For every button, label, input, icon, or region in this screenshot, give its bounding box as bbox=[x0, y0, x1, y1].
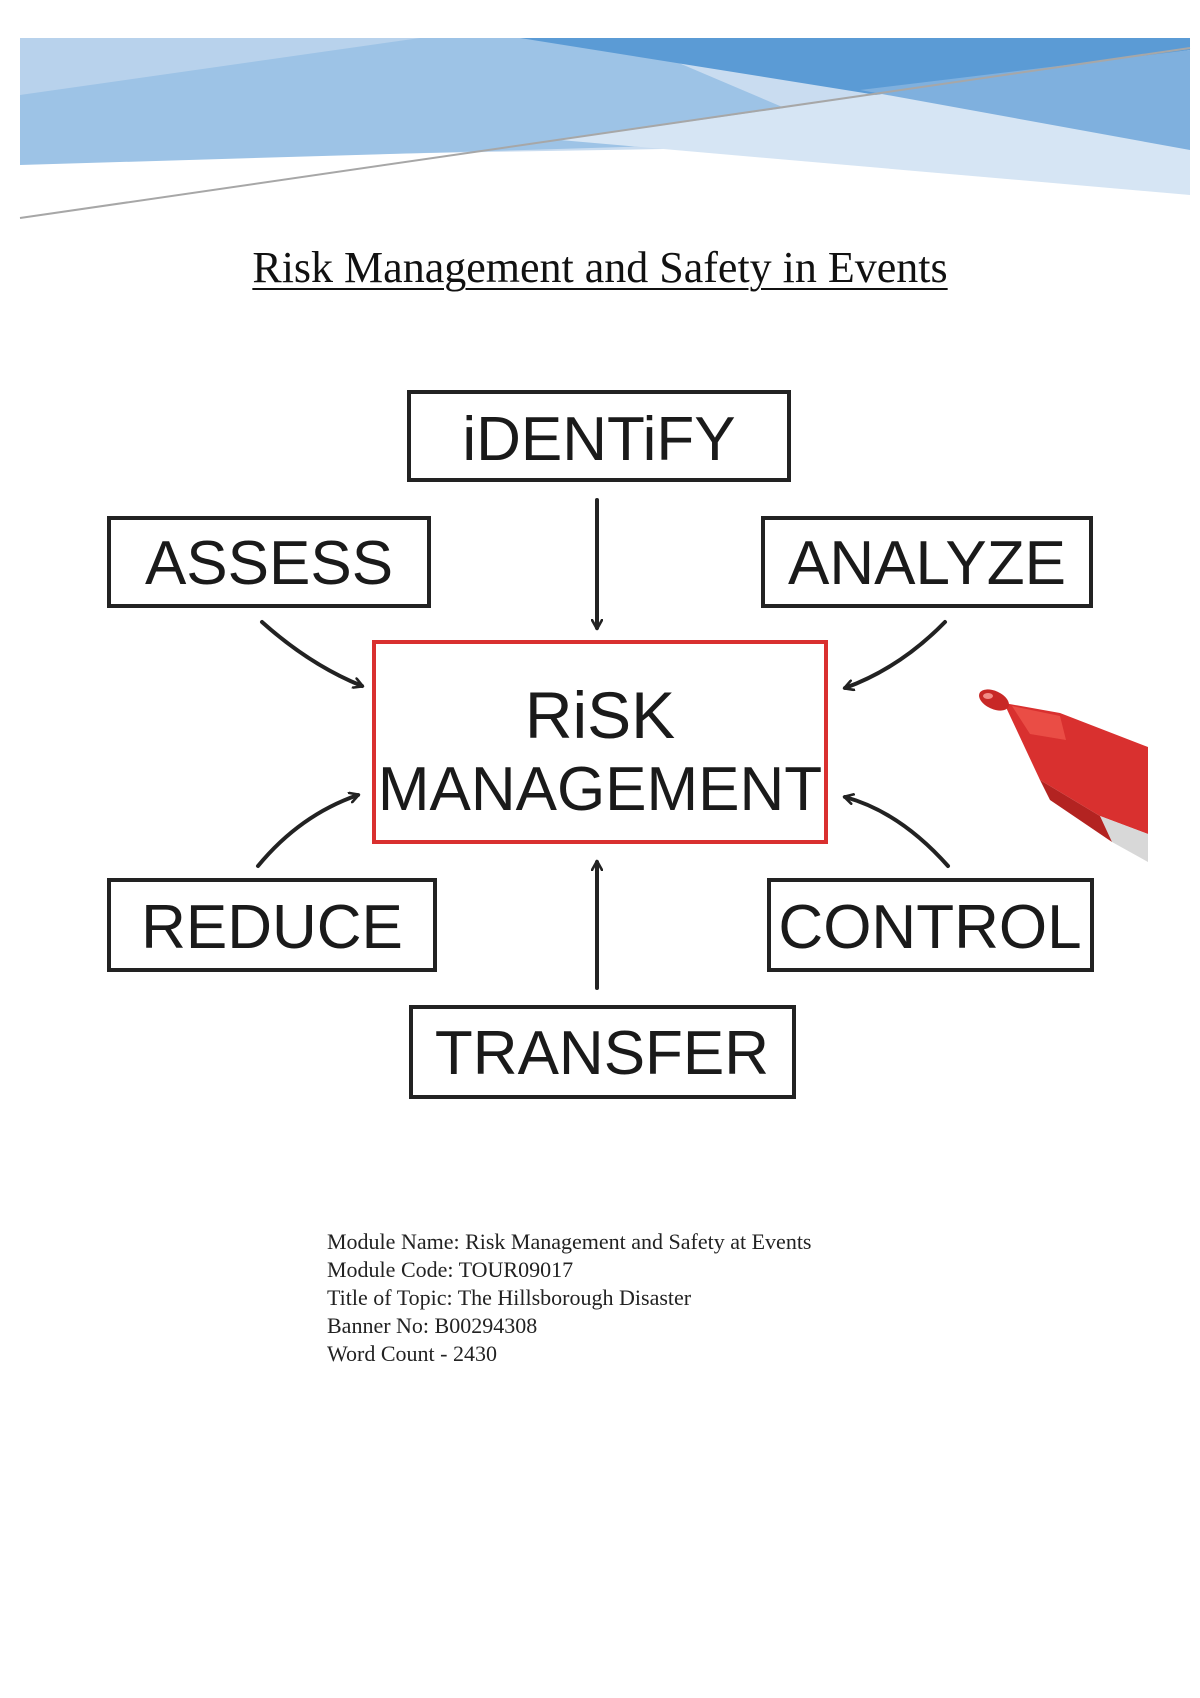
arrow-reduce bbox=[258, 795, 358, 866]
module-info-block bbox=[327, 1228, 812, 1368]
step-label-analyze: ANALYZE bbox=[788, 529, 1066, 598]
step-box-assess bbox=[109, 518, 429, 606]
red-marker-icon bbox=[976, 685, 1148, 862]
step-label-reduce: REDUCE bbox=[141, 893, 403, 962]
step-box-identify bbox=[409, 392, 789, 480]
topic-title: Title of Topic: The Hillsborough Disaster bbox=[327, 1285, 692, 1310]
step-box-analyze bbox=[763, 518, 1091, 606]
step-box-reduce bbox=[109, 880, 435, 970]
step-box-control bbox=[769, 880, 1092, 970]
center-label-line2: MANAGEMENT bbox=[377, 755, 823, 824]
step-label-identify: iDENTiFY bbox=[462, 405, 736, 474]
module-name: Module Name: Risk Management and Safety at Events bbox=[327, 1229, 812, 1254]
banner-number: Banner No: B00294308 bbox=[327, 1313, 538, 1338]
step-label-transfer: TRANSFER bbox=[434, 1019, 770, 1088]
step-box-transfer bbox=[411, 1007, 794, 1097]
step-label-assess: ASSESS bbox=[144, 529, 394, 598]
document-title: Risk Management and Safety in Events bbox=[252, 243, 948, 292]
arrow-analyze bbox=[845, 622, 945, 688]
step-label-control: CONTROL bbox=[778, 893, 1082, 962]
word-count: Word Count - 2430 bbox=[327, 1341, 497, 1366]
module-code: Module Code: TOUR09017 bbox=[327, 1257, 574, 1282]
center-box-risk-management bbox=[374, 642, 826, 842]
arrow-assess bbox=[262, 622, 362, 686]
arrow-control bbox=[845, 797, 948, 866]
center-label-line1: RiSK bbox=[524, 678, 676, 752]
